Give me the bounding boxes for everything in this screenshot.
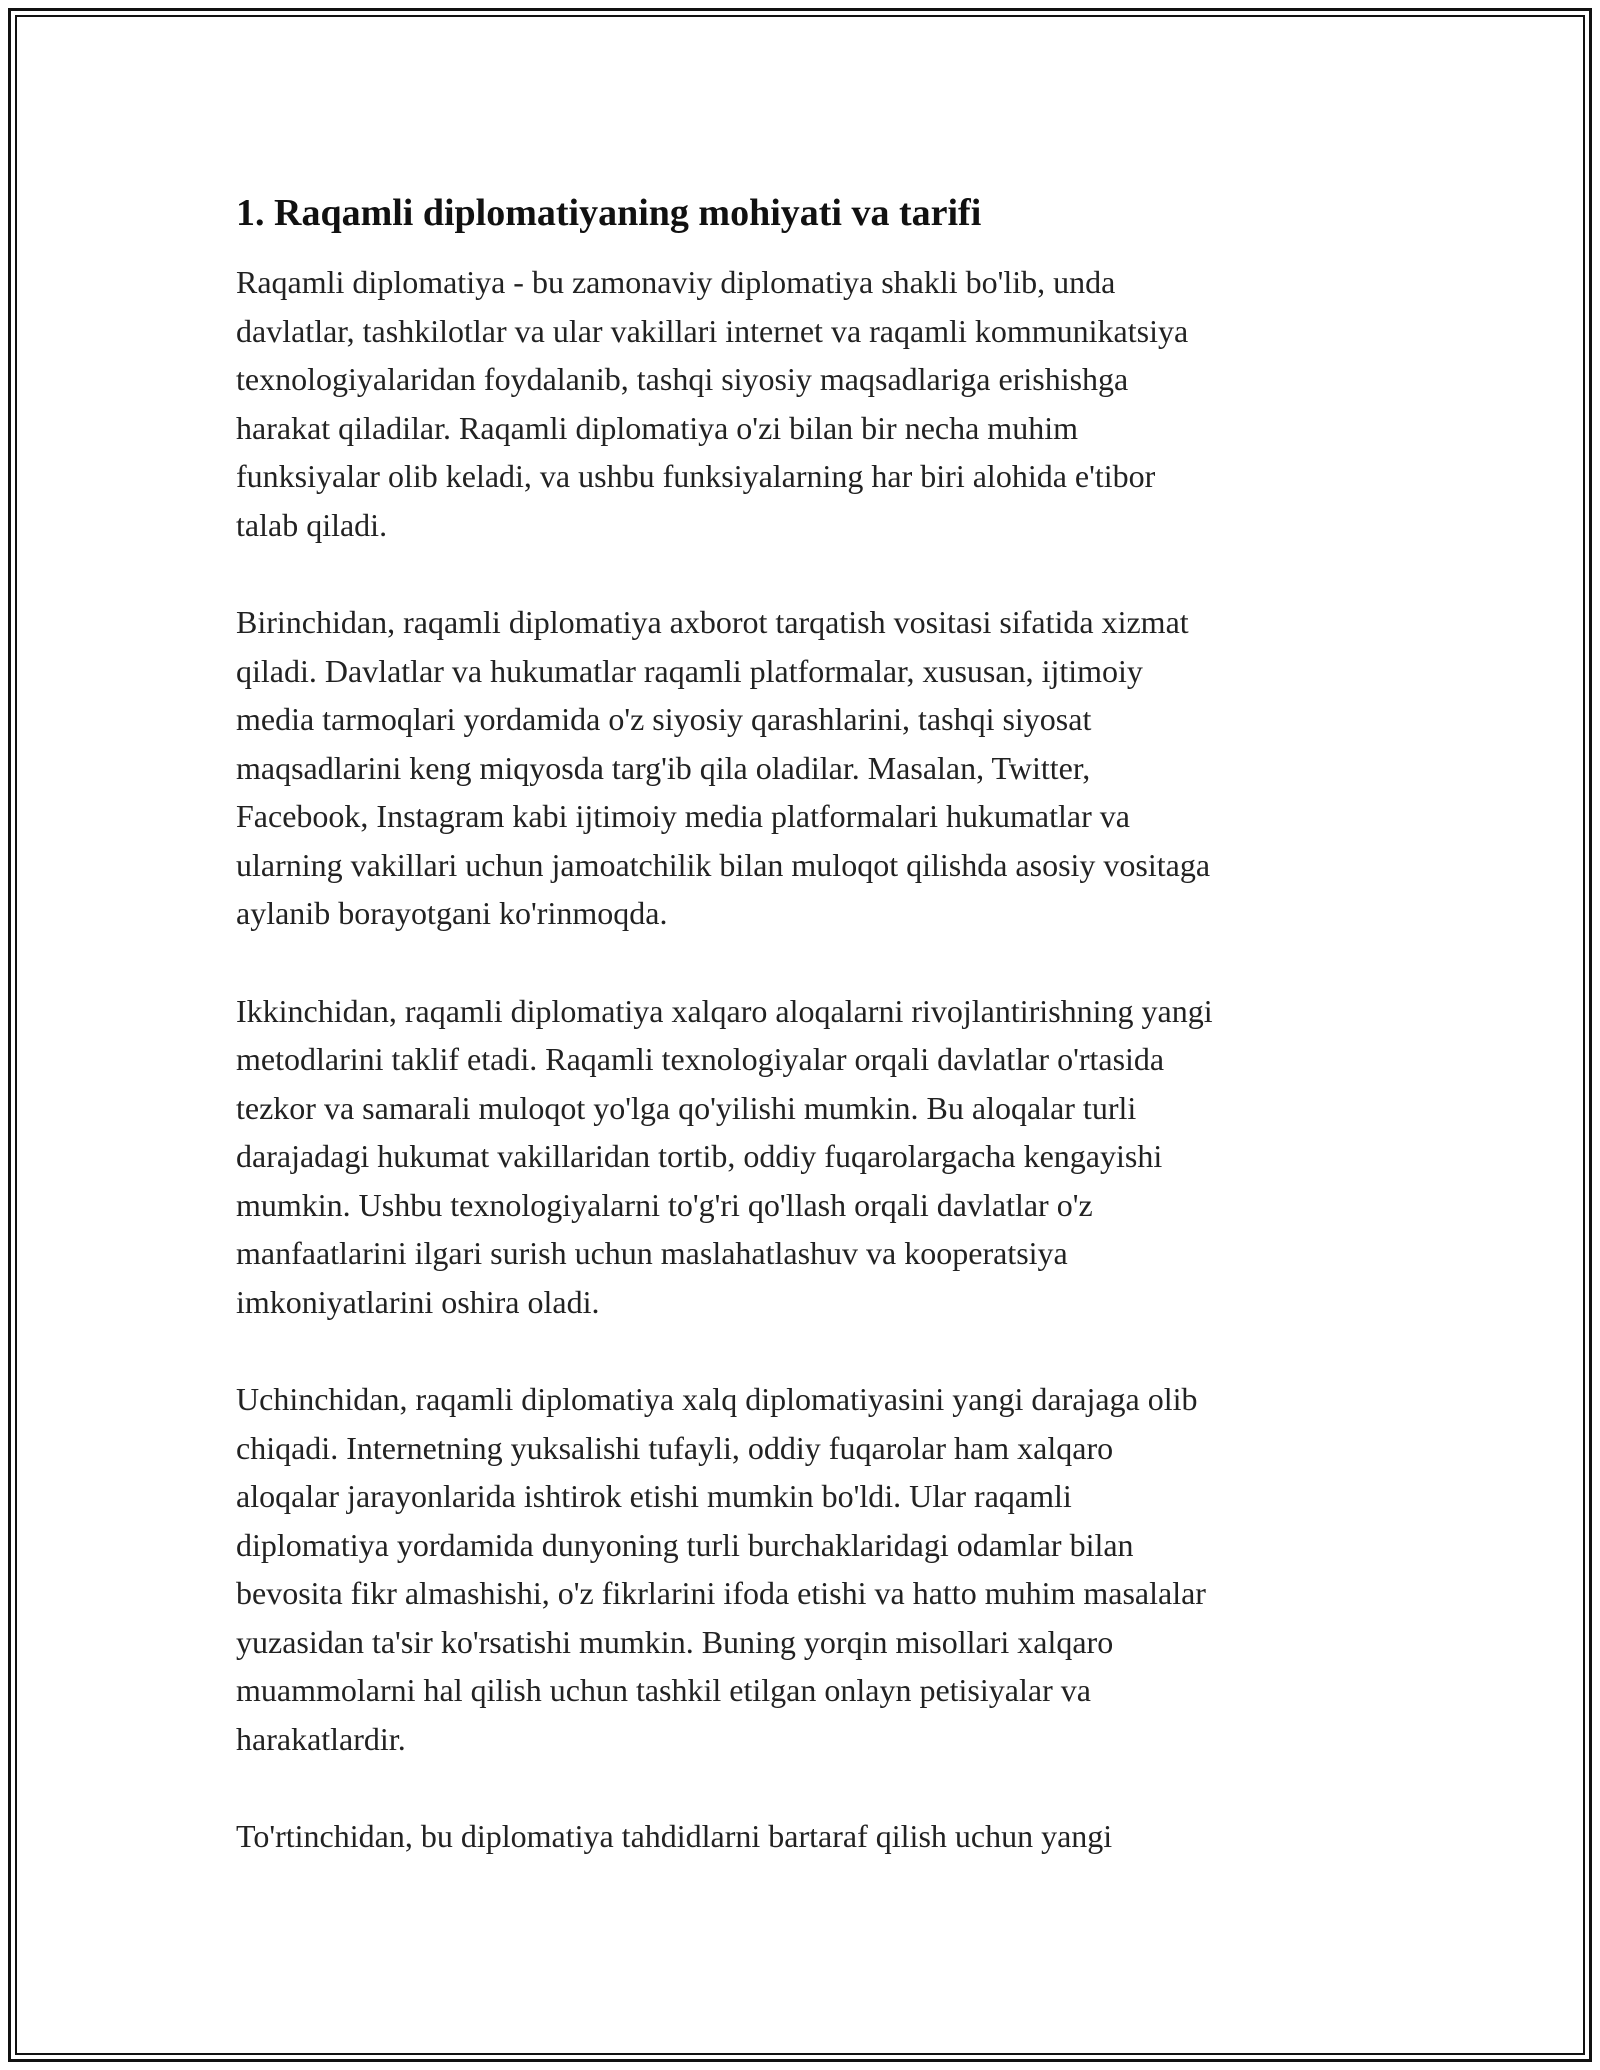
text-line: funksiyalar olib keladi, va ushbu funksiyalarning har biri alohida e'tibor [236, 458, 1156, 494]
text-line: harakatlardir. [236, 1720, 406, 1757]
paragraph-first [236, 598, 1366, 938]
text-line: imkoniyatlarini oshira oladi. [236, 1283, 600, 1320]
text-line: Ikkinchidan, raqamli diplomatiya xalqaro aloqalarni rivojlantirishning yangi [236, 992, 1213, 1029]
text-line: maqsadlarini keng miqyosda targ'ib qila oladilar. Masalan, Twitter, [236, 749, 1091, 786]
text-line: aloqalar jarayonlarida ishtirok etishi mumkin bo'ldi. Ular raqamli [236, 1478, 1072, 1514]
paragraph-third [236, 1375, 1366, 1763]
document-body [236, 186, 1366, 1910]
text-line: Uchinchidan, raqamli diplomatiya xalq diplomatiyasini yangi darajaga olib [236, 1381, 1198, 1417]
text-line: metodlarini taklif etadi. Raqamli texnologiyalar orqali davlatlar o'rtasida [236, 1041, 1165, 1077]
text-line: chiqadi. Internetning yuksalishi tufayli, oddiy fuqarolar ham xalqaro [236, 1429, 1114, 1466]
text-line: Facebook, Instagram kabi ijtimoiy media platformalari hukumatlar va [236, 798, 1130, 834]
text-line: darajadagi hukumat vakillaridan tortib, oddiy fuqarolargacha kengayishi [236, 1138, 1163, 1174]
text-line: media tarmoqlari yordamida o'z siyosiy qarashlarini, tashqi siyosat [236, 701, 1092, 737]
text-line: qiladi. Davlatlar va hukumatlar raqamli platformalar, xususan, ijtimoiy [236, 652, 1143, 689]
text-line: tezkor va samarali muloqot yo'lga qo'yilishi mumkin. Bu aloqalar turli [236, 1089, 1137, 1126]
section-title: 1. Raqamli diplomatiyaning mohiyati va tarifi [236, 192, 982, 234]
text-line: harakat qiladilar. Raqamli diplomatiya o'zi bilan bir necha muhim [236, 409, 1078, 446]
text-line: Birinchidan, raqamli diplomatiya axborot tarqatish vositasi sifatida xizmat [236, 604, 1189, 640]
text-line: davlatlar, tashkilotlar va ular vakillari internet va raqamli kommunikatsiya [236, 312, 1189, 349]
text-line: yuzasidan ta'sir ko'rsatishi mumkin. Buning yorqin misollari xalqaro [236, 1623, 1114, 1660]
text-line: mumkin. Ushbu texnologiyalarni to'g'ri qo'llash orqali davlatlar o'z [236, 1186, 1093, 1223]
paragraph-fourth [236, 1812, 1366, 1861]
text-line: texnologiyalaridan foydalanib, tashqi siyosiy maqsadlariga erishishga [236, 361, 1129, 397]
text-line: To'rtinchidan, bu diplomatiya tahdidlarni bartaraf qilish uchun yangi [236, 1818, 1113, 1854]
text-line: bevosita fikr almashishi, o'z fikrlarini ifoda etishi va hatto muhim masalalar [236, 1575, 1206, 1611]
text-line: ularning vakillari uchun jamoatchilik bilan muloqot qilishda asosiy vositaga [236, 846, 1211, 883]
paragraph-second [236, 987, 1366, 1327]
paragraph-intro [236, 258, 1366, 549]
text-line: manfaatlarini ilgari surish uchun maslahatlashuv va kooperatsiya [236, 1235, 1068, 1271]
text-line: Raqamli diplomatiya - bu zamonaviy diplomatiya shakli bo'lib, unda [236, 264, 1116, 300]
text-line: muammolarni hal qilish uchun tashkil etilgan onlayn petisiyalar va [236, 1672, 1091, 1708]
text-line: diplomatiya yordamida dunyoning turli burchaklaridagi odamlar bilan [236, 1526, 1134, 1563]
text-line: aylanib borayotgani ko'rinmoqda. [236, 895, 668, 931]
text-line: talab qiladi. [236, 506, 388, 543]
